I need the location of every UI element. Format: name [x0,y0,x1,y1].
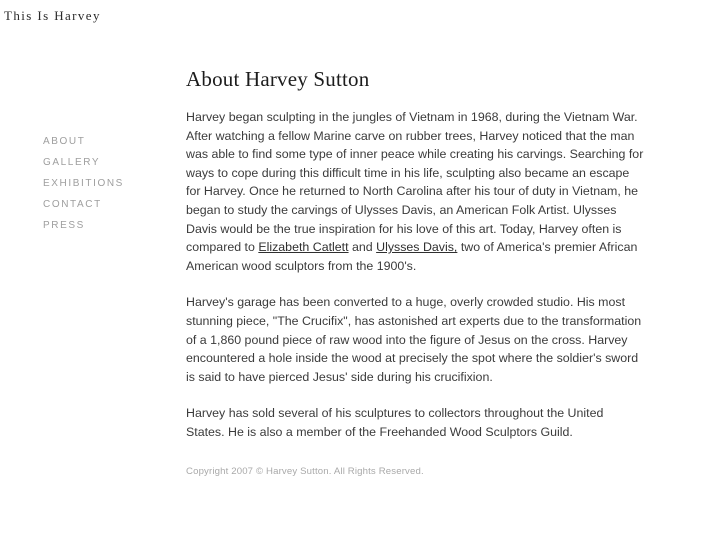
sidebar-nav [43,131,173,236]
main-content [186,66,645,479]
sidebar-item-about[interactable]: ABOUT [43,136,86,147]
sidebar-item-contact[interactable]: CONTACT [43,199,102,210]
about-paragraph-3: Harvey has sold several of his sculptures to collectors throughout the United States. He is also a member of the Freehanded Wood Sculptors Guild. [186,406,604,439]
sidebar-item-press[interactable]: PRESS [43,220,85,231]
about-paragraph-2: Harvey's garage has been converted to a huge, overly crowded studio. His most stunning piece, "The Crucifix", has astonished art experts due to the transformation of a 1,860 pound piece of raw wood into the figure of Jesus on the cross. Harvey encountered a hole inside the wood at precisely the spot where the soldier's sword is said to have pierced Jesus' side during his crucifixion. [186,295,642,384]
paragraph-1-text-part-3: two of America's premier African American wood sculptors from the 1900's. [186,240,638,273]
sidebar-item-exhibitions[interactable]: EXHIBITIONS [43,178,124,189]
site-logo[interactable]: This Is Harvey [4,8,101,23]
sidebar-item-gallery[interactable]: GALLERY [43,157,101,168]
paragraph-1-text-part-2: and [348,240,377,255]
copyright-notice: Copyright 2007 © Harvey Sutton. All Rights Reserved. [186,465,424,477]
about-paragraph-1 [186,108,645,275]
page-title: About Harvey Sutton [186,67,370,91]
paragraph-1-text-part-1: Harvey began sculpting in the jungles of Vietnam in 1968, during the Vietnam War. After watching a fellow Marine carve on rubber trees, Harvey noticed that the man was able to find some type of inner peace while creating his carvings. Searching for ways to cope during this difficult time in his life, sculpting also became an escape for Harvey. Once he returned to North Carolina after his tour of duty in Vietnam, he began to study the carvings of Ulysses Davis, an American Folk Artist. Ulysses Davis would be the true inspiration for his love of this art. Today, Harvey often is compared to [186,110,644,255]
link-elizabeth-catlett[interactable]: Elizabeth Catlett [258,240,349,255]
link-ulysses-davis[interactable]: Ulysses Davis, [376,240,458,255]
